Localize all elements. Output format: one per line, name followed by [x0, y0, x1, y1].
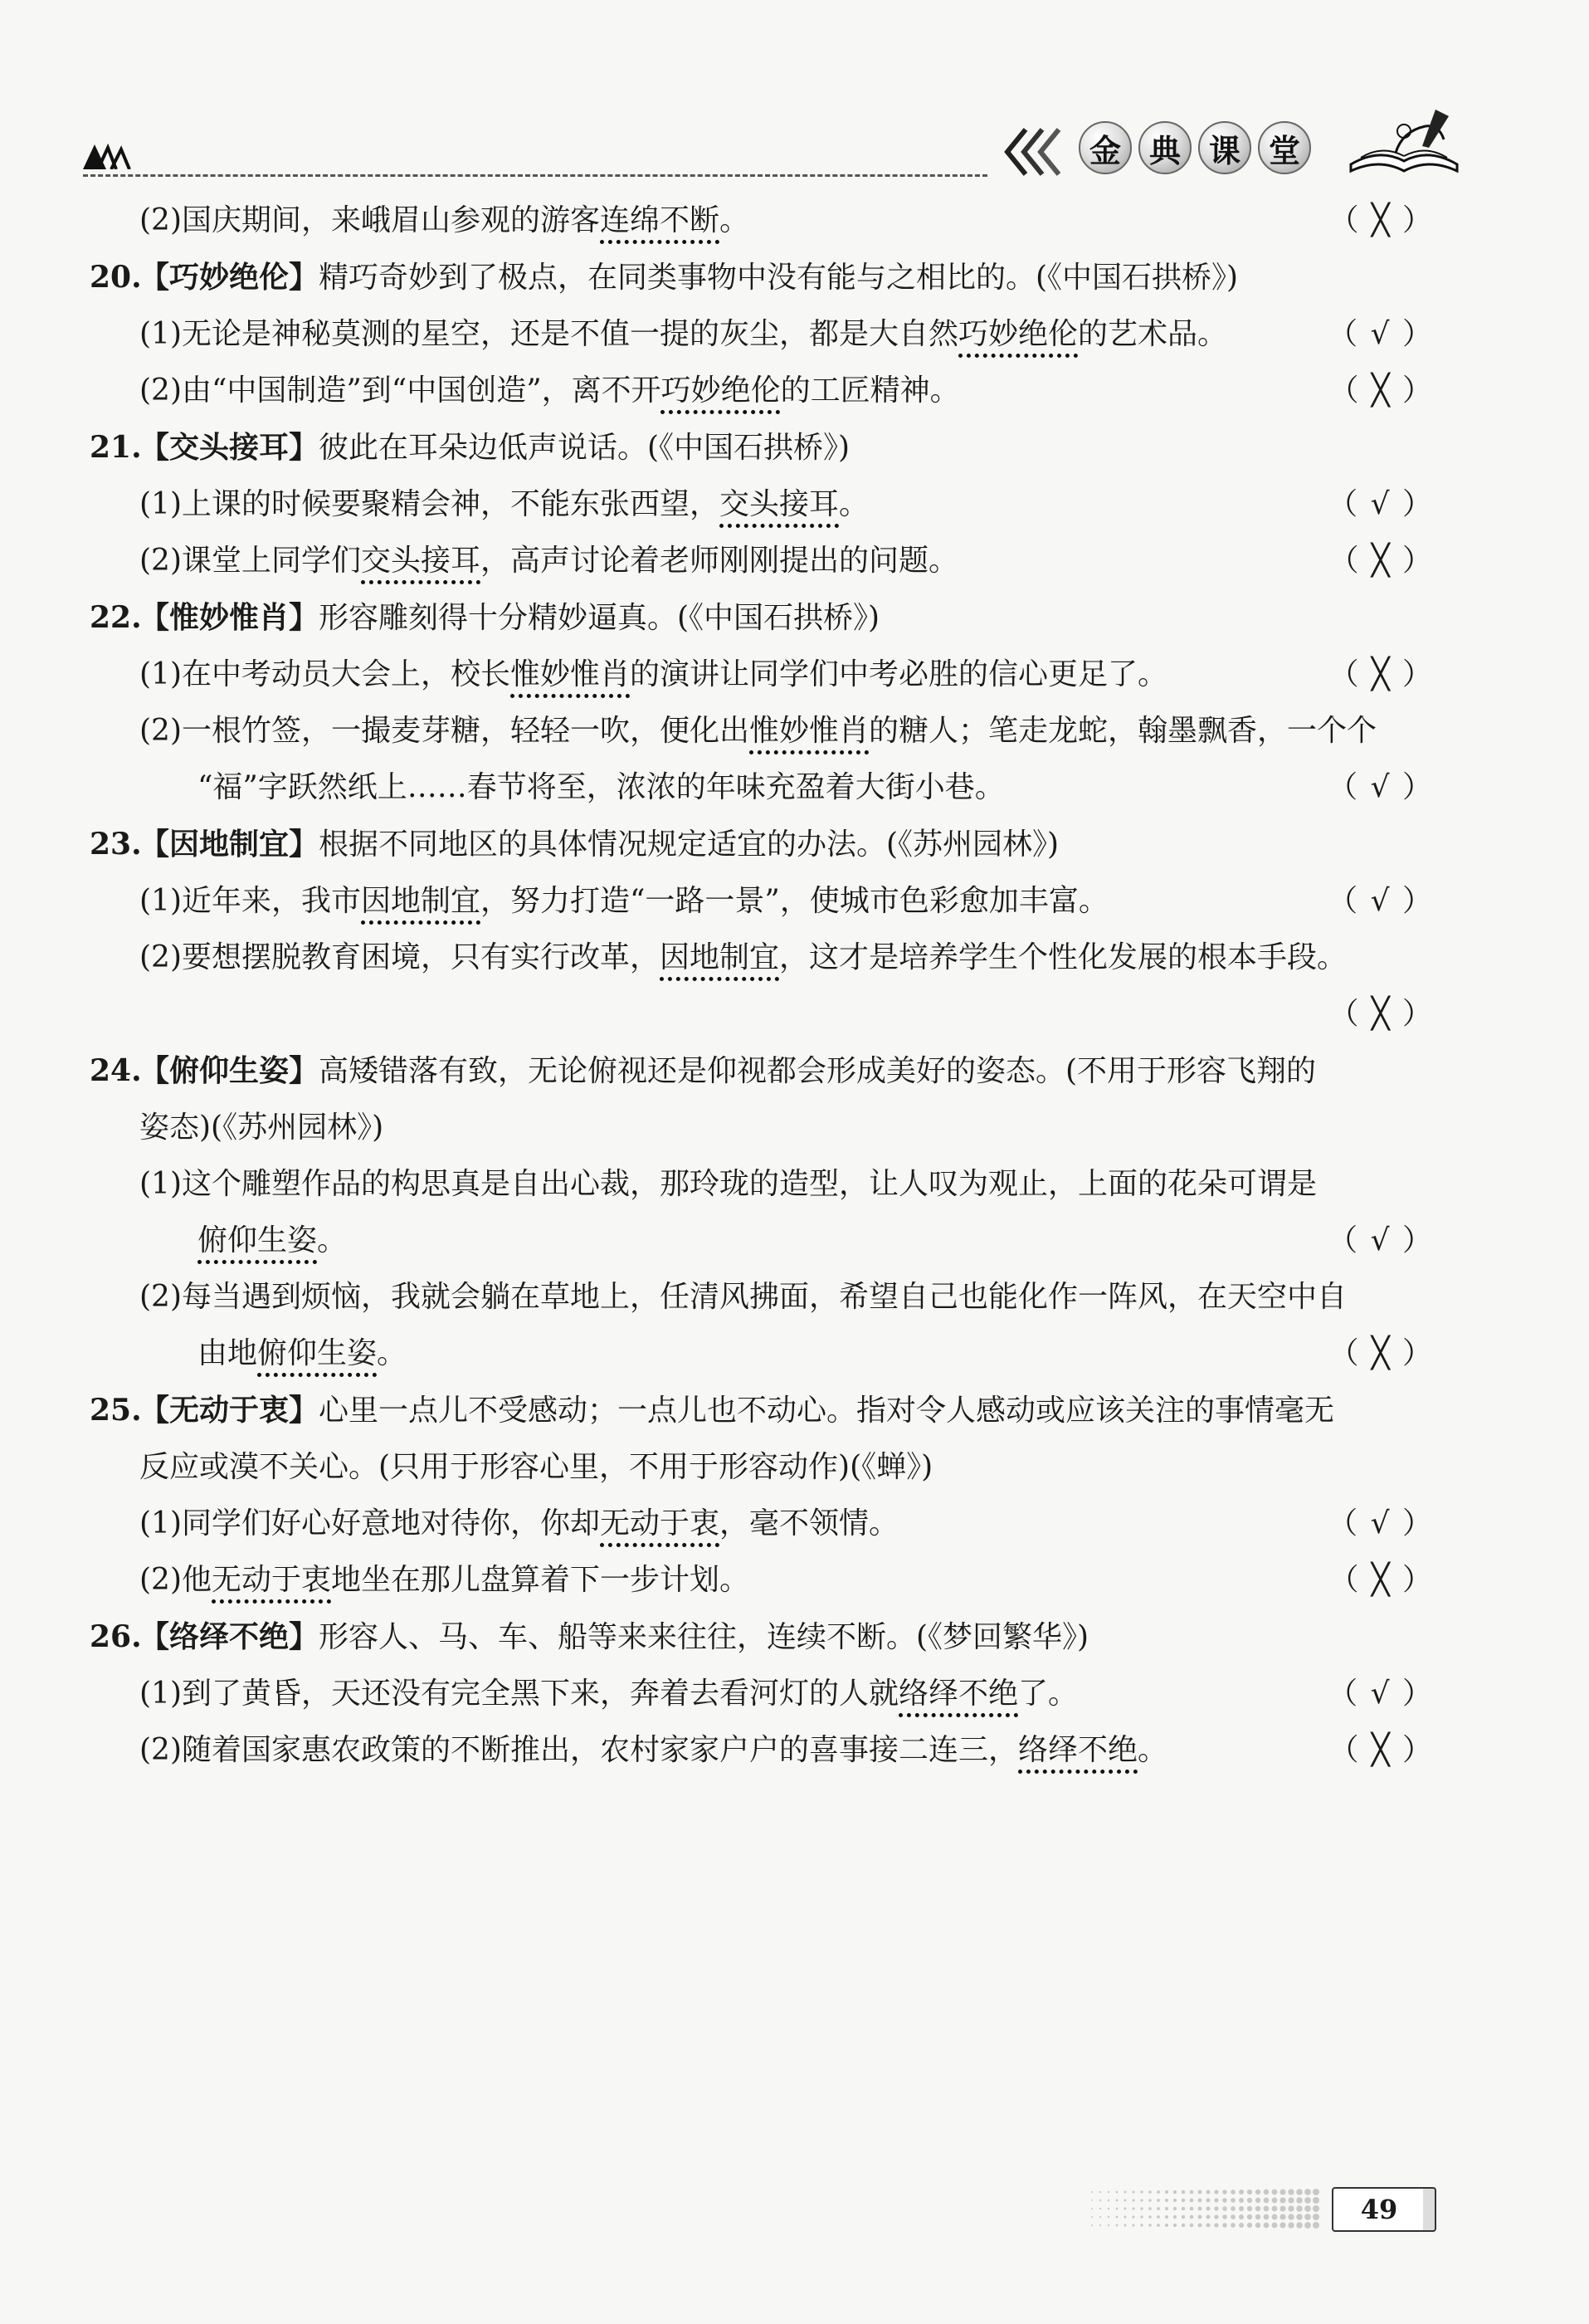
brand-char: 典 [1138, 121, 1192, 174]
idiom-highlight: 络绎不绝 [899, 1677, 1019, 1711]
idiom-entry-25 [90, 1382, 1434, 1439]
example-line [90, 930, 1434, 986]
idiom-definition-continued: 反应或漠不关心。(只用于形容心里，不用于形容动作)(《蝉》) [139, 1450, 933, 1484]
example-line [90, 533, 1434, 589]
brand-char: 课 [1198, 121, 1251, 174]
idiom-entry-23 [90, 816, 1434, 873]
example-number: (2) [139, 714, 182, 748]
example-line-continued [90, 1213, 1434, 1269]
entry-number: 21. [90, 430, 142, 465]
idiom-definition: 彼此在耳朵边低声说话。(《中国石拱桥》) [319, 431, 851, 465]
example-text: 在中考动员大会上，校长惟妙惟肖的演讲让同学们中考必胜的信心更足了。 [182, 657, 1168, 691]
chevron-left-icon [1004, 124, 1070, 179]
example-line [90, 363, 1434, 419]
mountain-icon [83, 139, 136, 169]
idiom-term: 【俯仰生姿】 [139, 1054, 319, 1088]
example-number: (2) [139, 1733, 182, 1767]
idiom-entry-26 [90, 1609, 1434, 1666]
judgment-mark: （ ╳ ） [1328, 1336, 1434, 1370]
idiom-term: 【无动于衷】 [139, 1394, 319, 1428]
brand-char: 堂 [1258, 121, 1311, 174]
example-number: (2) [139, 544, 182, 578]
judgment-mark: （ ╳ ） [1328, 1563, 1434, 1597]
header-divider [83, 174, 987, 177]
judgment-mark: （ √ ） [1328, 1677, 1434, 1711]
idiom-highlight: 俯仰生姿 [197, 1223, 318, 1257]
example-line [90, 476, 1434, 533]
idiom-definition: 形容雕刻得十分精妙逼真。(《中国石拱桥》) [319, 601, 880, 635]
idiom-term: 【交头接耳】 [139, 431, 319, 465]
idiom-definition: 高矮错落有致，无论俯视还是仰视都会形成美好的姿态。(不用于形容飞翔的 [319, 1054, 1317, 1088]
idiom-entry-21 [90, 419, 1434, 476]
example-number: (2) [139, 1280, 182, 1314]
example-text: 随着国家惠农政策的不断推出，农村家家户户的喜事接二连三，络绎不绝。 [182, 1733, 1168, 1767]
judgment-mark: （ ╳ ） [1328, 203, 1434, 237]
entry-number: 22. [90, 600, 142, 635]
example-line-continued [90, 986, 1434, 1042]
example-line [90, 703, 1434, 759]
decorative-dot-pattern [1087, 2187, 1323, 2230]
idiom-highlight: 惟妙惟肖 [749, 714, 870, 748]
example-number: (2) [139, 203, 182, 237]
example-text: 他无动于衷地坐在那儿盘算着下一步计划。 [182, 1563, 750, 1597]
example-text: 一根竹签，一撮麦芽糖，轻轻一吹，便化出惟妙惟肖的糖人；笔走龙蛇，翰墨飘香，一个个 [182, 714, 1377, 748]
example-line [90, 1722, 1434, 1779]
idiom-highlight: 因地制宜 [660, 940, 780, 974]
entry-number: 25. [90, 1393, 142, 1428]
example-line [90, 1552, 1434, 1609]
example-line [90, 1496, 1434, 1552]
idiom-entry-22 [90, 589, 1434, 647]
idiom-entry-20 [90, 249, 1434, 306]
entry-number: 26. [90, 1619, 142, 1654]
entry-number: 20. [90, 260, 142, 295]
idiom-definition: 精巧奇妙到了极点，在同类事物中没有能与之相比的。(《中国石拱桥》) [319, 261, 1239, 295]
page-number-tab [1423, 2187, 1436, 2232]
brand-logo [1079, 121, 1311, 174]
idiom-highlight: 络绎不绝 [1018, 1733, 1138, 1767]
judgment-mark: （ ╳ ） [1328, 657, 1434, 691]
idiom-definition: 形容人、马、车、船等来来往往，连续不断。(《梦回繁华》) [319, 1620, 1089, 1654]
example-text: “福”字跃然纸上……春节将至，浓浓的年味充盈着大街小巷。 [197, 770, 1005, 804]
example-number: (2) [139, 940, 182, 974]
example-text: 这个雕塑作品的构思真是自出心裁，那玲珑的造型，让人叹为观止，上面的花朵可谓是 [182, 1167, 1318, 1201]
example-text: 每当遇到烦恼，我就会躺在草地上，任清风拂面，希望自己也能化作一阵风，在天空中自 [182, 1280, 1348, 1314]
judgment-mark: （ √ ） [1328, 1223, 1434, 1257]
judgment-mark: （ √ ） [1328, 884, 1434, 918]
example-text: 近年来，我市因地制宜，努力打造“一路一景”，使城市色彩愈加丰富。 [182, 884, 1109, 918]
example-text: 由“中国制造”到“中国创造”，离不开巧妙绝伦的工匠精神。 [182, 374, 960, 408]
idiom-highlight: 无动于衷 [600, 1506, 720, 1540]
entry-number: 24. [90, 1053, 142, 1088]
idiom-definition: 心里一点儿不受感动；一点儿也不动心。指对令人感动或应该关注的事情毫无 [319, 1394, 1335, 1428]
example-line [90, 873, 1434, 930]
idiom-highlight: 巧妙绝伦 [660, 374, 781, 408]
example-line [90, 1156, 1434, 1213]
idiom-term: 【络绎不绝】 [139, 1620, 319, 1654]
example-text: 同学们好心好意地对待你，你却无动于衷，毫不领情。 [182, 1506, 899, 1540]
example-line [90, 1269, 1434, 1326]
example-text: 由地俯仰生姿。 [197, 1336, 407, 1370]
example-line-continued [90, 1326, 1434, 1382]
idiom-highlight: 连绵不断 [600, 203, 720, 237]
example-text: 到了黄昏，天还没有完全黑下来，奔着去看河灯的人就络绎不绝了。 [182, 1677, 1079, 1711]
page-number: 49 [1332, 2187, 1426, 2232]
open-book-pen-icon [1346, 106, 1462, 176]
example-number: (1) [139, 1677, 182, 1711]
example-line [90, 647, 1434, 703]
example-number: (2) [139, 1563, 182, 1597]
idiom-highlight: 惟妙惟肖 [510, 657, 631, 691]
judgment-mark: （ ╳ ） [1328, 997, 1434, 1031]
idiom-highlight: 交头接耳 [361, 544, 481, 578]
judgment-mark: （ √ ） [1328, 487, 1434, 521]
idiom-list [90, 193, 1434, 1779]
example-line [90, 1666, 1434, 1722]
example-text: 无论是神秘莫测的星空，还是不值一提的灰尘，都是大自然巧妙绝伦的艺术品。 [182, 317, 1228, 351]
example-text: 上课的时候要聚精会神，不能东张西望，交头接耳。 [182, 487, 870, 521]
idiom-highlight: 无动于衷 [212, 1563, 332, 1597]
example-number: (1) [139, 317, 182, 351]
example-text: 课堂上同学们交头接耳，高声讨论着老师刚刚提出的问题。 [182, 544, 959, 578]
example-text: 要想摆脱教育困境，只有实行改革，因地制宜，这才是培养学生个性化发展的根本手段。 [182, 940, 1348, 974]
example-line-continued [90, 759, 1434, 816]
example-number: (1) [139, 487, 182, 521]
idiom-term: 【巧妙绝伦】 [139, 261, 319, 295]
entry-number: 23. [90, 827, 142, 862]
judgment-mark: （ √ ） [1328, 317, 1434, 351]
example-number: (1) [139, 657, 182, 691]
brand-char: 金 [1079, 121, 1132, 174]
example-text: 俯仰生姿。 [197, 1223, 348, 1257]
idiom-term: 【惟妙惟肖】 [139, 601, 319, 635]
example-number: (1) [139, 1167, 182, 1201]
judgment-mark: （ √ ） [1328, 1506, 1434, 1540]
idiom-definition-continued: 姿态)(《苏州园林》) [139, 1111, 384, 1145]
example-line [90, 306, 1434, 363]
judgment-mark: （ ╳ ） [1328, 1733, 1434, 1767]
example-line [90, 193, 1434, 249]
example-number: (1) [139, 1506, 182, 1540]
judgment-mark: （ √ ） [1328, 770, 1434, 804]
idiom-highlight: 交头接耳 [719, 487, 840, 521]
idiom-highlight: 巧妙绝伦 [958, 317, 1079, 351]
judgment-mark: （ ╳ ） [1328, 544, 1434, 578]
idiom-entry-24 [90, 1042, 1434, 1100]
idiom-highlight: 因地制宜 [361, 884, 481, 918]
example-number: (1) [139, 884, 182, 918]
judgment-mark: （ ╳ ） [1328, 374, 1434, 408]
idiom-term: 【因地制宜】 [139, 828, 319, 862]
example-text: 国庆期间，来峨眉山参观的游客连绵不断。 [182, 203, 750, 237]
idiom-definition: 根据不同地区的具体情况规定适宜的办法。(《苏州园林》) [319, 828, 1060, 862]
example-number: (2) [139, 374, 182, 408]
idiom-highlight: 俯仰生姿 [257, 1336, 378, 1370]
